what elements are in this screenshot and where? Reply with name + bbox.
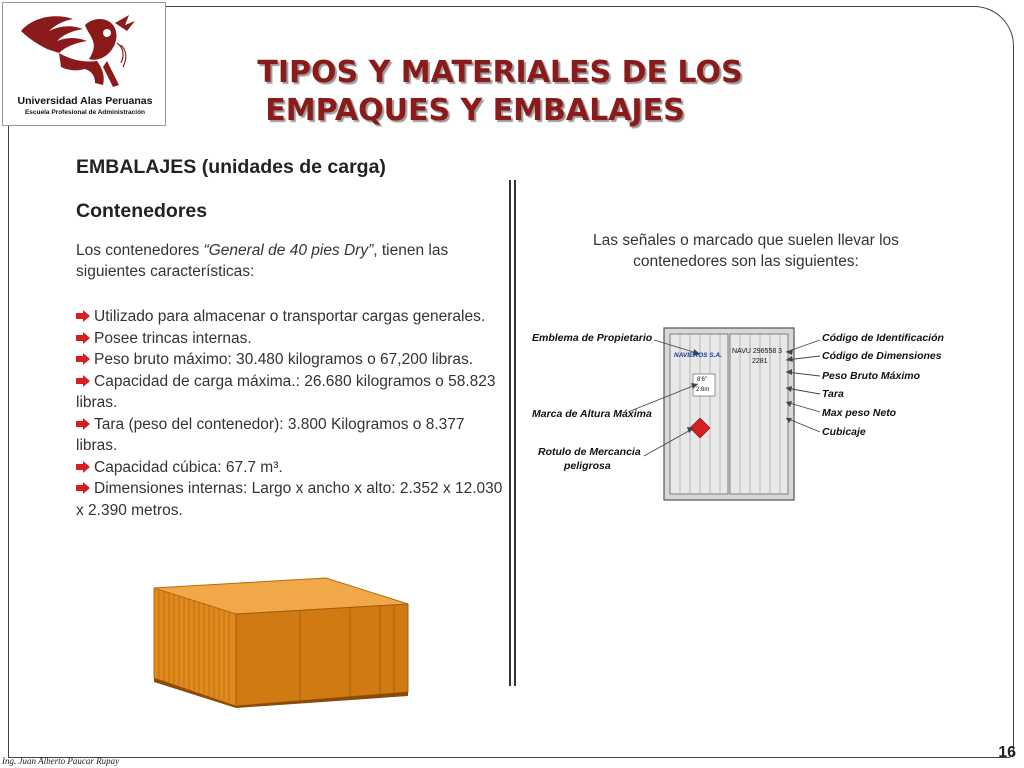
container-markings-diagram (530, 322, 958, 510)
list-item (76, 457, 504, 479)
red-arrow-bullet-icon (76, 482, 90, 494)
container-code-text: NAVU 296558 3 (732, 348, 783, 355)
author-credit: Ing. Juan Alberto Paucar Rupay (2, 756, 120, 766)
characteristics-list (76, 306, 504, 521)
label-gross-weight: Peso Bruto Máximo (822, 370, 921, 382)
list-item (76, 306, 504, 328)
label-dimension-code: Código de Dimensiones (822, 350, 942, 362)
list-item-text: Capacidad de carga máxima.: 26.680 kilogramos o 58.823 libras. (76, 372, 496, 411)
red-arrow-bullet-icon (76, 353, 90, 365)
label-cubic: Cubicaje (822, 426, 866, 438)
slide-title (180, 54, 820, 130)
list-item-text: Peso bruto máximo: 30.480 kilogramos o 67,200 libras. (94, 351, 474, 368)
red-arrow-bullet-icon (76, 375, 90, 387)
intro-italic: “General de 40 pies Dry” (203, 242, 374, 259)
red-arrow-bullet-icon (76, 461, 90, 473)
list-item-text: Tara (peso del contenedor): 3.800 Kilogramos o 8.377 libras. (76, 415, 465, 454)
label-height-mark: Marca de Altura Máxima (532, 408, 652, 420)
list-item (76, 414, 504, 457)
intro-paragraph (76, 240, 506, 282)
list-item-text: Capacidad cúbica: 67.7 m³. (94, 458, 283, 476)
shipping-container-image (150, 574, 412, 708)
subsection-heading: Contenedores (76, 200, 208, 222)
column-divider (514, 180, 516, 686)
university-name: Universidad Alas Peruanas (17, 95, 153, 107)
label-tara: Tara (822, 388, 844, 400)
red-arrow-bullet-icon (76, 418, 90, 430)
label-identification-code: Código de Identificación (822, 332, 944, 344)
section-heading-rest: (unidades de carga) (196, 156, 386, 178)
list-item (76, 478, 504, 521)
school-name: Escuela Profesional de Administración (24, 109, 146, 116)
label-hazard-line2: peligrosa (564, 460, 611, 472)
title-line-2: EMPAQUES Y EMBALAJES (265, 93, 685, 128)
list-item (76, 328, 504, 350)
list-item (76, 349, 504, 371)
label-emblem: Emblema de Propietario (532, 332, 653, 344)
list-item-text: Dimensiones internas: Largo x ancho x alto: 2.352 x 12.030 x 2.390 metros. (76, 480, 503, 519)
condor-emblem-icon (3, 3, 167, 95)
page-number: 16 (998, 744, 1016, 761)
height-meters-text: 2.6m (696, 387, 710, 393)
section-heading (76, 156, 386, 179)
title-line-1: TIPOS Y MATERIALES DE LOS (257, 55, 743, 90)
column-divider (509, 180, 511, 686)
label-net-weight: Max peso Neto (822, 407, 897, 419)
markings-intro: Las señales o marcado que suelen llevar los contenedores son las siguientes: (593, 232, 899, 270)
height-mark-text: 8'6" (697, 377, 707, 383)
list-item (76, 371, 504, 414)
container-size-text: 2281 (752, 358, 768, 365)
owner-emblem-text: NAVIEROS S.A. (674, 352, 722, 359)
intro-before: Los contenedores (76, 242, 204, 259)
list-item-text: Posee trincas internas. (94, 329, 252, 347)
red-arrow-bullet-icon (76, 310, 90, 322)
section-heading-bold: EMBALAJES (76, 156, 197, 178)
list-item-text: Utilizado para almacenar o transportar cargas generales. (94, 308, 486, 325)
red-arrow-bullet-icon (76, 332, 90, 344)
label-hazard-line1: Rotulo de Mercancia (538, 446, 641, 458)
intro-after: , tienen las siguientes características: (76, 242, 449, 280)
